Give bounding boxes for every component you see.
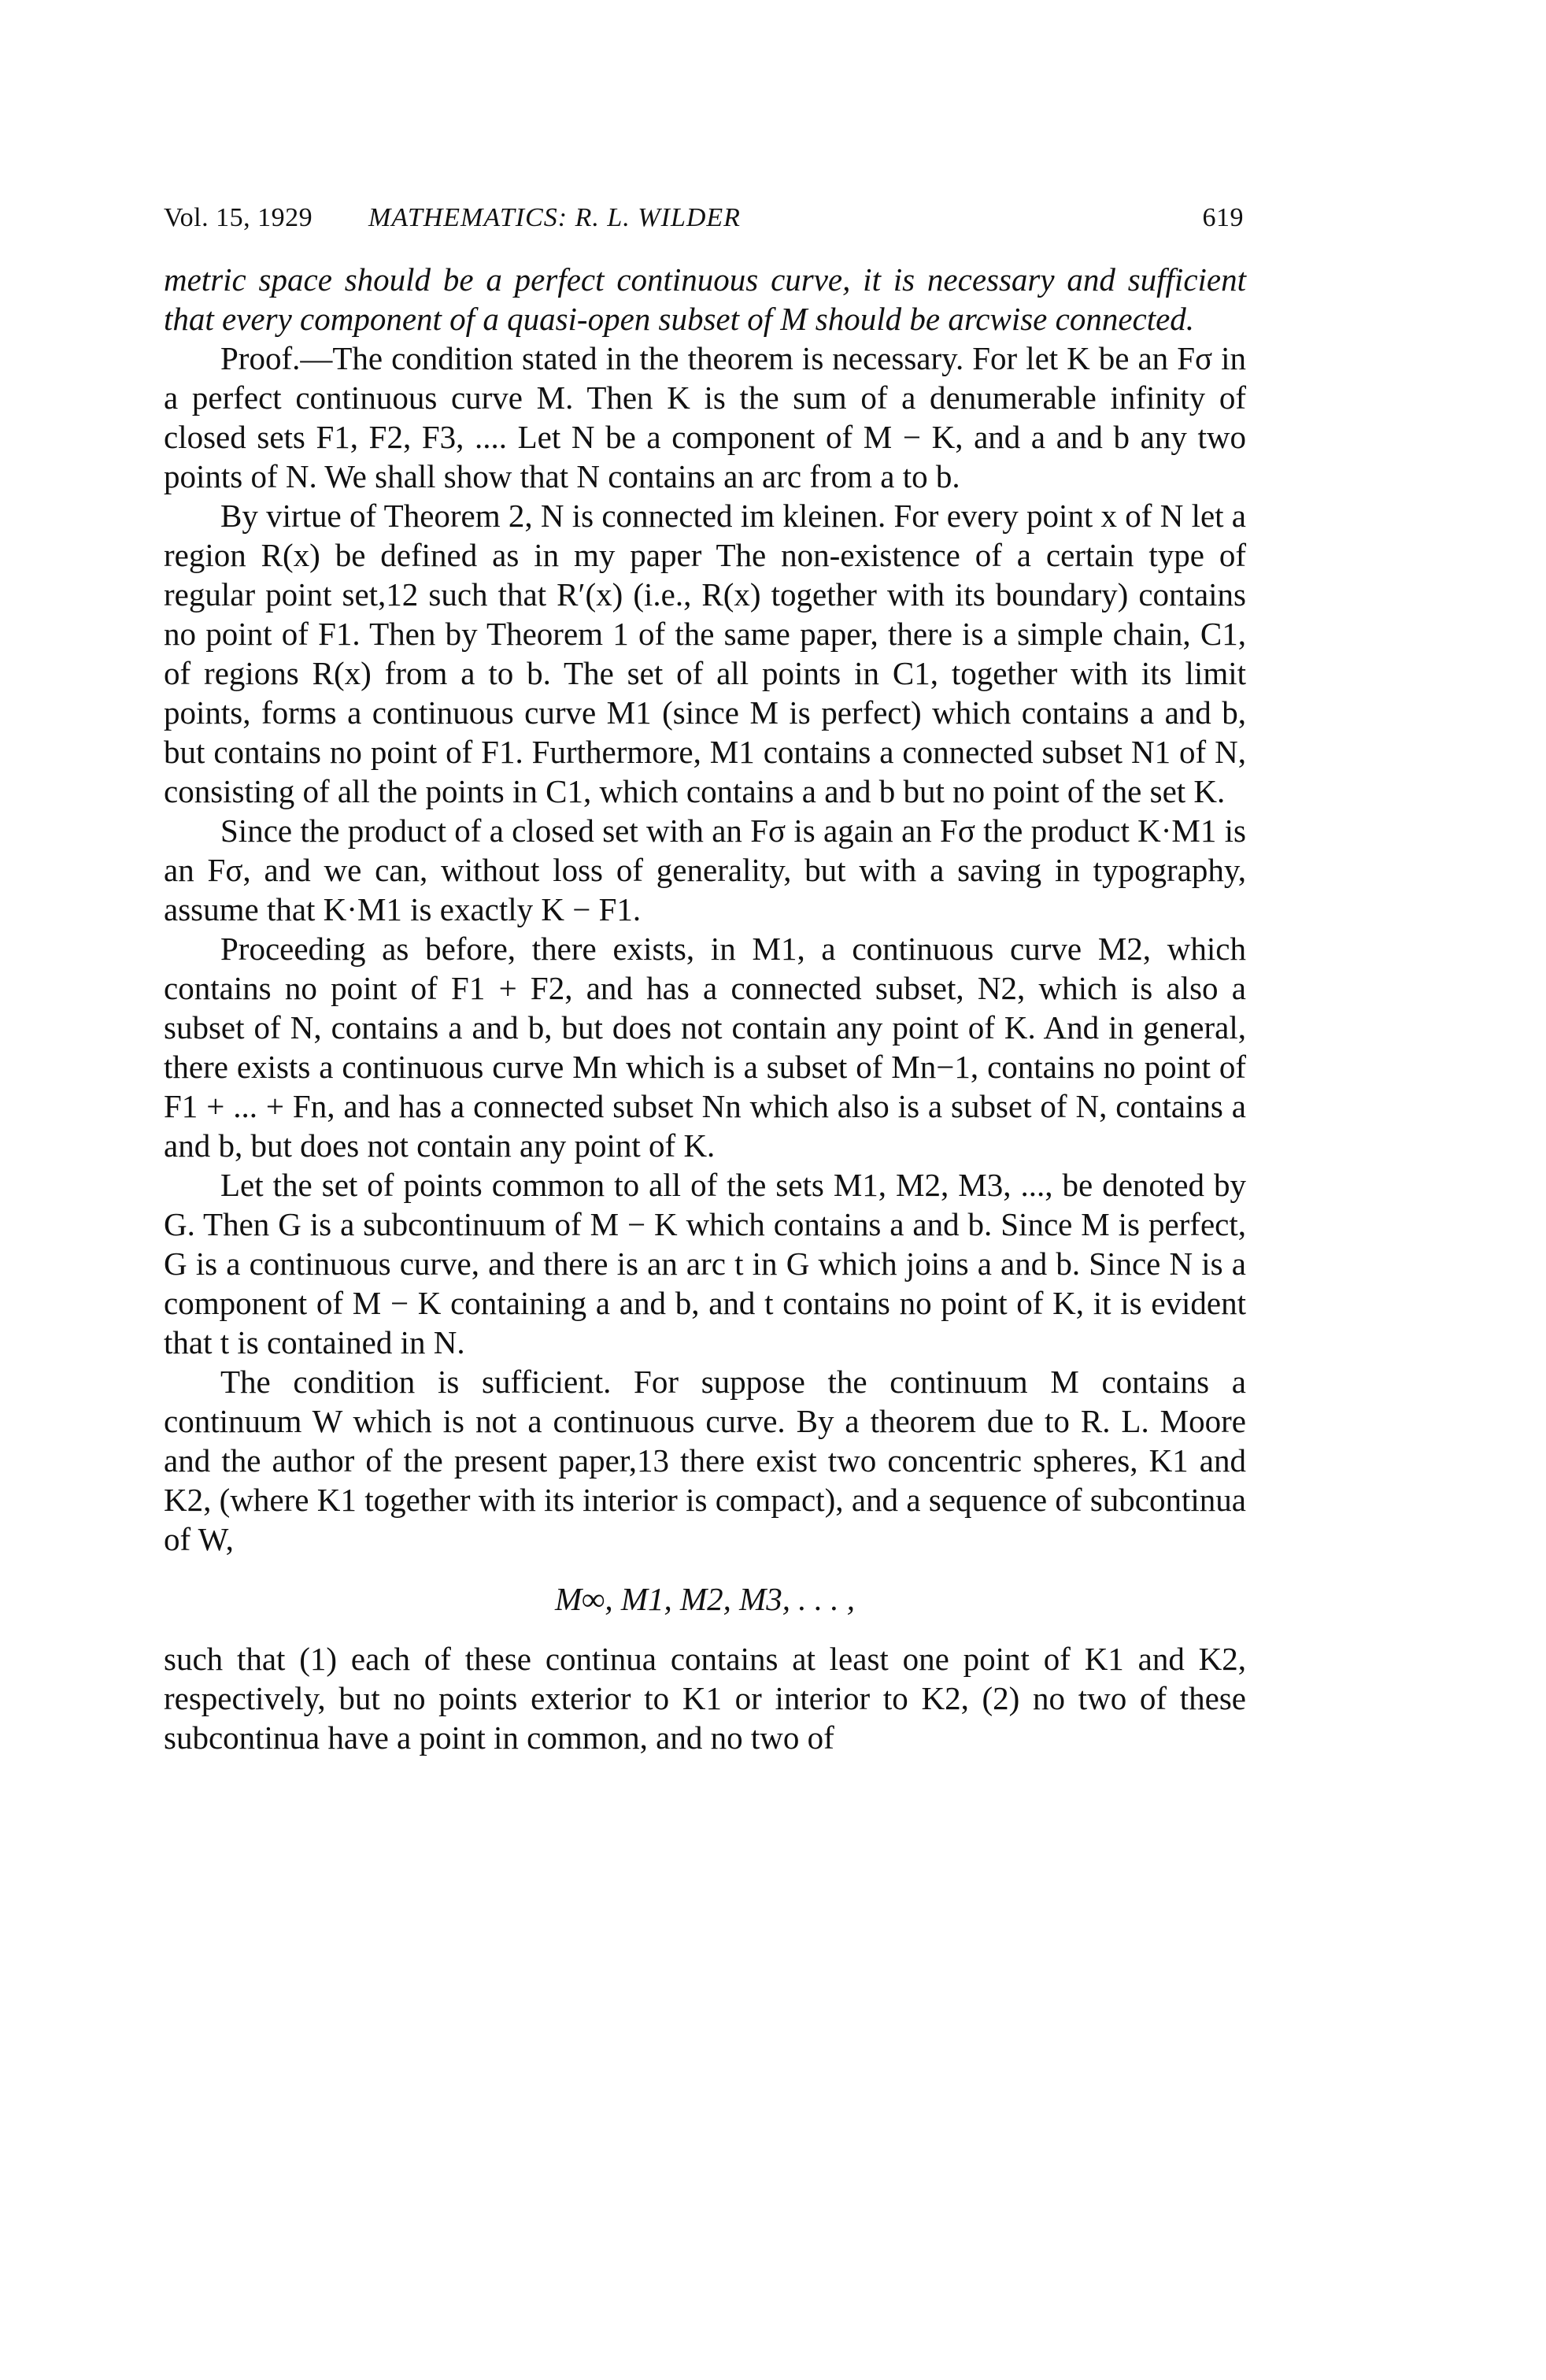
paragraph-common-points: Let the set of points common to all of the sets M1, M2, M3, ..., be denoted by G. Then G is a subcontinuum of M − K which contains a and b. Since M is perfect, G is a continuous curve, and there is an arc t in G which joins a and b. Since N is a component of M − K containing a and b, and t contains no point of K, it is evident that t is contained in N. (164, 1167, 1246, 1360)
display-equation: M∞, M1, M2, M3, . . . , (554, 1581, 856, 1617)
body-text (164, 260, 1246, 1757)
paragraph-theorem-2: By virtue of Theorem 2, N is connected im kleinen. For every point x of N let a region R(x) be defined as in my paper The non-existence of a certain type of regular point set,12 such that R′(x) (i.e., R(x) together with its boundary) contains no point of F1. Then by Theorem 1 of the same paper, there is a simple chain, C1, of regions R(x) from a to b. The set of all points in C1, together with its limit points, forms a continuous curve M1 (since M is perfect) which contains a and b, but contains no point of F1. Furthermore, M1 contains a connected subset N1 of N, consisting of all the points in C1, which contains a and b but no point of the set K. (164, 498, 1246, 809)
theorem-statement-continuation: metric space should be a perfect continuous curve, it is necessary and sufficient that every component of a quasi-open subset of M should be arcwise connected. (164, 261, 1246, 337)
paragraph-sufficiency: The condition is sufficient. For suppose the continuum M contains a continuum W which is not a continuous curve. By a theorem due to R. L. Moore and the author of the present paper,13 there exist two concentric spheres, K1 and K2, (where K1 together with its interior is compact), and a sequence of subcontinua of W, (164, 1364, 1246, 1557)
paragraph-product: Since the product of a closed set with an Fσ is again an Fσ the product K·M1 is an Fσ, and we can, without loss of generality, but with a saving in typography, assume that K·M1 is exactly K − F1. (164, 812, 1246, 927)
paragraph-proceeding: Proceeding as before, there exists, in M1, a continuous curve M2, which contains no point of F1 + F2, and has a connected subset, N2, which is also a subset of N, contains a and b, but does not contain any point of K. And in general, there exists a continuous curve Mn which is a subset of Mn−1, contains no point of F1 + ... + Fn, and has a connected subset Nn which also is a subset of N, contains a and b, but does not contain any point of K. (164, 931, 1246, 1164)
volume-label: Vol. 15, 1929 (164, 203, 313, 232)
page-number: 619 (1202, 203, 1244, 232)
paragraph-such-that: such that (1) each of these continua contains at least one point of K1 and K2, respectively, but no points exterior to K1 or interior to K2, (2) no two of these subcontinua have a point in common, and no two of (164, 1641, 1246, 1756)
running-title: MATHEMATICS: R. L. WILDER (368, 203, 741, 232)
running-head (164, 203, 1244, 242)
proof-paragraph: Proof.—The condition stated in the theorem is necessary. For let K be an Fσ in a perfect continuous curve M. Then K is the sum of a denumerable infinity of closed sets F1, F2, F3, .... Let N be a component of M − K, and a and b any two points of N. We shall show that N contains an arc from a to b. (164, 340, 1246, 494)
